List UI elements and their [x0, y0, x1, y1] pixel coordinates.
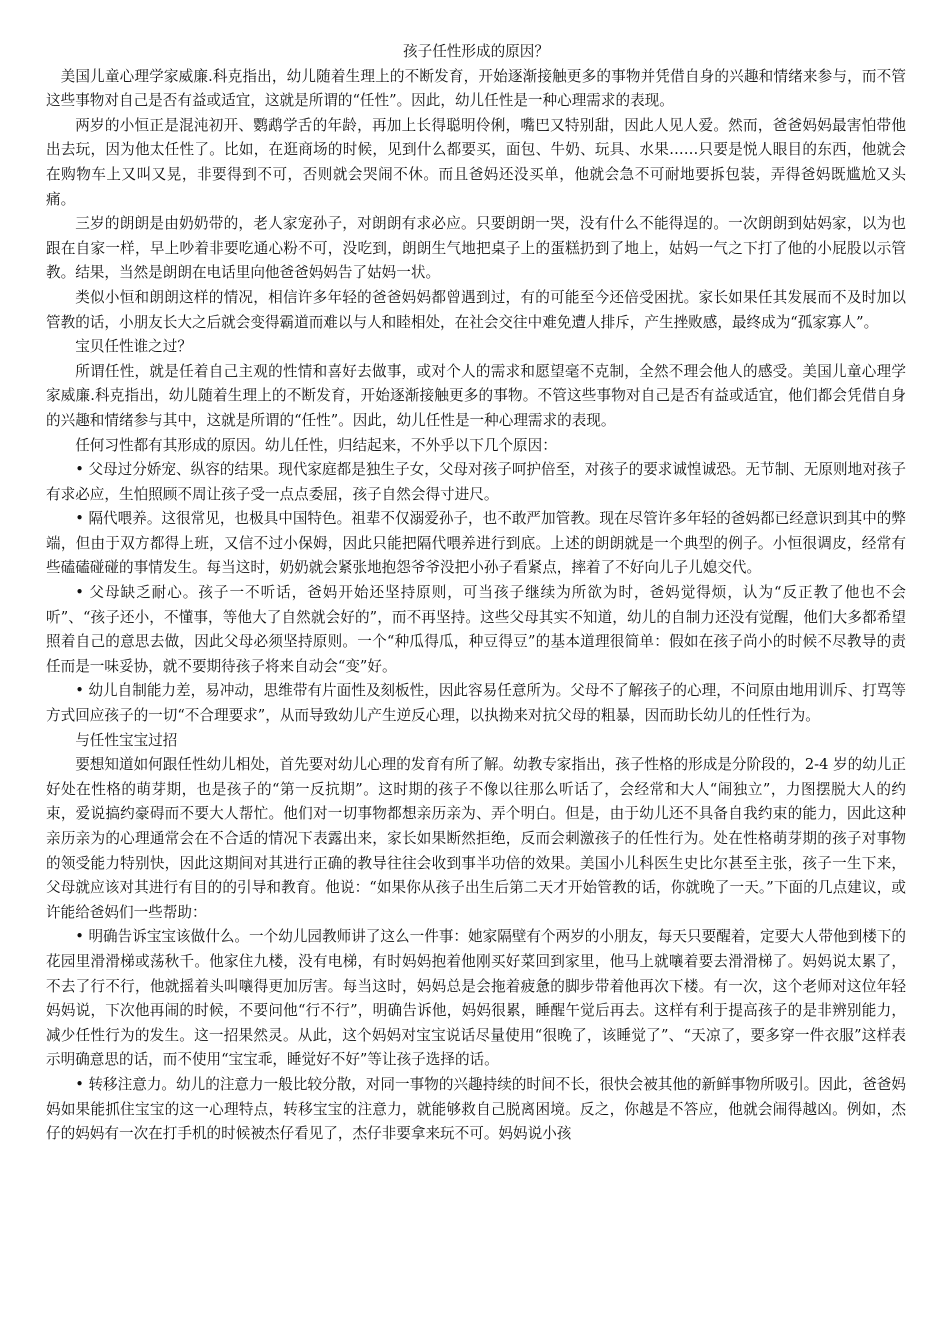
bullet-clear-instructions: • 明确告诉宝宝该做什么。一个幼儿园教师讲了这么一件事：她家隔壁有个两岁的小朋友，每天只要醒着，定要大人带他到楼下的花园里滑滑梯或荡秋千。他家住九楼，没有电梯，有时妈妈抱着他刚买好菜回到家里，他马上就嚷着要去滑滑梯了。妈妈说太累了，不去了行不行，他就摇着头叫嚷得更加厉害。每当这时，妈妈总是会拖着疲惫的脚步带着他再次下楼。有一次，这个老师对这位年轻妈妈说，下次他再闹的时候，不要问他“行不行”，明确告诉他，妈妈很累，睡醒午觉后再去。这样有利于提高孩子的是非辨别能力，减少任性行为的发生。这一招果然灵。从此，这个妈妈对宝宝说话尽量使用“很晚了，该睡觉了”、“天凉了，要多穿一件衣服”这样表示明确意思的话，而不使用“宝宝乖，睡觉好不好”等让孩子选择的话。 [46, 928, 906, 1069]
bullet-impatience: • 父母缺乏耐心。孩子一不听话，爸妈开始还坚持原则，可当孩子继续为所欲为时，爸妈觉得烦，认为“反正教了他也不会听”、“孩子还小，不懂事，等他大了自然就会好的”，而不再坚持。这些父母其实不知道，幼儿的自制力还没有觉醒，他们大多都希望照着自己的意思去做，因此父母必须坚持原则。一个“种瓜得瓜，种豆得豆”的基本道理很简单：假如在孩子尚小的时候不尽教导的责任而是一味妥协，就不要期待孩子将来自动会“变”好。 [46, 584, 906, 675]
bullet-grandparents: • 隔代喂养。这很常见，也极具中国特色。祖辈不仅溺爱孙子，也不敢严加管教。现在尽管许多年轻的爸妈都已经意识到其中的弊端，但由于双方都得上班，又信不过小保姆，因此只能把隔代喂养进行到底。上述的朗朗就是一个典型的例子。小恒很调皮，经常有些磕磕碰碰的事情发生。每当这时，奶奶就会紧张地抱怨爷爷没把小孙子看紧点，摔着了不好向儿子儿媳交代。 [46, 510, 906, 577]
paragraph-similar-cases: 类似小恒和朗朗这样的情况，相信许多年轻的爸爸妈妈都曾遇到过，有的可能至今还倍受困扰。家长如果任其发展而不及时加以管教的话，小朋友长大之后就会变得霸道而难以与人和睦相处，在社会交往中难免遭人排斥，产生挫败感，最终成为“孤家寡人”。 [46, 288, 906, 331]
bullet-spoiling: • 父母过分娇宠、纵容的结果。现代家庭都是独生子女，父母对孩子呵护倍至，对孩子的要求诚惶诚恐。无节制、无原则地对孩子有求必应，生怕照顾不周让孩子受一点点委屈，孩子自然会得寸进尺。 [46, 461, 906, 503]
bullet-divert-attention: • 转移注意力。幼儿的注意力一般比较分散，对同一事物的兴趣持续的时间不长，很快会被其他的新鲜事物所吸引。因此，爸爸妈妈如果能抓住宝宝的这一心理特点，转移宝宝的注意力，就能够救自己脱离困境。反之，你越是不答应，他就会闹得越凶。例如，杰仔的妈妈有一次在打手机的时候被杰仔看见了，杰仔非要拿来玩不可。妈妈说小孩 [46, 1075, 906, 1143]
document-title: 孩子任性形成的原因？ [403, 43, 549, 60]
paragraph-causes-intro: 任何习性都有其形成的原因。幼儿任性，归结起来，不外乎以下几个原因： [75, 436, 557, 454]
paragraph-intro: 美国儿童心理学家威廉.科克指出，幼儿随着生理上的不断发育，开始逐渐接触更多的事物并凭借自身的兴趣和情绪来参与，而不管这些事物对自己是否有益或适宜，这就是所谓的“任性”。因此，幼儿任性是一种心理需求的表现。 [46, 67, 906, 110]
paragraph-development: 要想知道如何跟任性幼儿相处，首先要对幼儿心理的发育有所了解。幼教专家指出，孩子性格的形成是分阶段的，2-4 岁的幼儿正好处在性格的萌芽期，也是孩子的“第一反抗期”。这时期的孩子不像以往那么听话了，会经常和大人“闹独立”，力图摆脱大人的约束，爱说搞约豪碍而不要大人帮忙。他们对一切事物都想亲历亲为、弄个明白。但是，由于幼儿还不具备自我约束的能力，因此这种亲历亲为的心理通常会在不合适的情况下表露出来，家长如果断然拒绝，反而会刺激孩子的任性行为。处在性格萌芽期的孩子对事物的领受能力特别快，因此这期间对其进行正确的教导往往会收到事半功倍的效果。美国小儿科医生史比尔甚至主张，孩子一生下来，父母就应该对其进行有目的的引导和教育。他说：“如果你从孩子出生后第二天才开始管教的话，你就晚了一天。”下面的几点建议，或许能给爸妈们一些帮助： [46, 756, 906, 921]
paragraph-xiaoheng: 两岁的小恒正是混沌初开、鹦鹉学舌的年龄，再加上长得聪明伶俐，嘴巴又特别甜，因此人见人爱。然而，爸爸妈妈最害怕带他出去玩，因为他太任性了。比如，在逛商场的时候，见到什么都要买，面包、牛奶、玩具、水果……只要是悦人眼目的东西，他就会在购物车上又叫又晃，非要得到不可，否则就会哭闹不休。而且爸妈还没买单，他就会急不可耐地要拆包装，弄得爸妈既尴尬又头痛。 [46, 116, 906, 208]
paragraph-definition: 所谓任性，就是任着自己主观的性情和喜好去做事，或对个人的需求和愿望毫不克制，全然不理会他人的感受。美国儿童心理学家威廉.科克指出，幼儿随着生理上的不断发育，开始逐渐接触更多的事物。不管这些事物对自己是否有益或适宜，他们都会凭借自身的兴趣和情绪参与其中，这就是所谓的“任性”。因此，幼儿任性是一种心理需求的表现。 [46, 362, 906, 429]
section-heading-dealing: 与任性宝宝过招 [75, 731, 178, 749]
section-heading-whose-fault: 宝贝任性谁之过？ [75, 338, 192, 356]
bullet-self-control: • 幼儿自制能力差，易冲动，思维带有片面性及刻板性，因此容易任意所为。父母不了解孩子的心理，不问原由地用训斥、打骂等方式回应孩子的一切“不合理要求”，从而导致幼儿产生逆反心理，以执拗来对抗父母的粗暴，因而助长幼儿的任性行为。 [46, 682, 906, 725]
paragraph-langlang: 三岁的朗朗是由奶奶带的，老人家宠孙子，对朗朗有求必应。只要朗朗一哭，没有什么不能得逞的。一次朗朗到姑妈家，以为也跟在自家一样，早上吵着非要吃通心粉不可，没吃到，朗朗生气地把桌子上的蛋糕扔到了地上，姑妈一气之下打了他的小屁股以示管教。结果，当然是朗朗在电话里向他爸爸妈妈告了姑妈一状。 [46, 215, 906, 282]
